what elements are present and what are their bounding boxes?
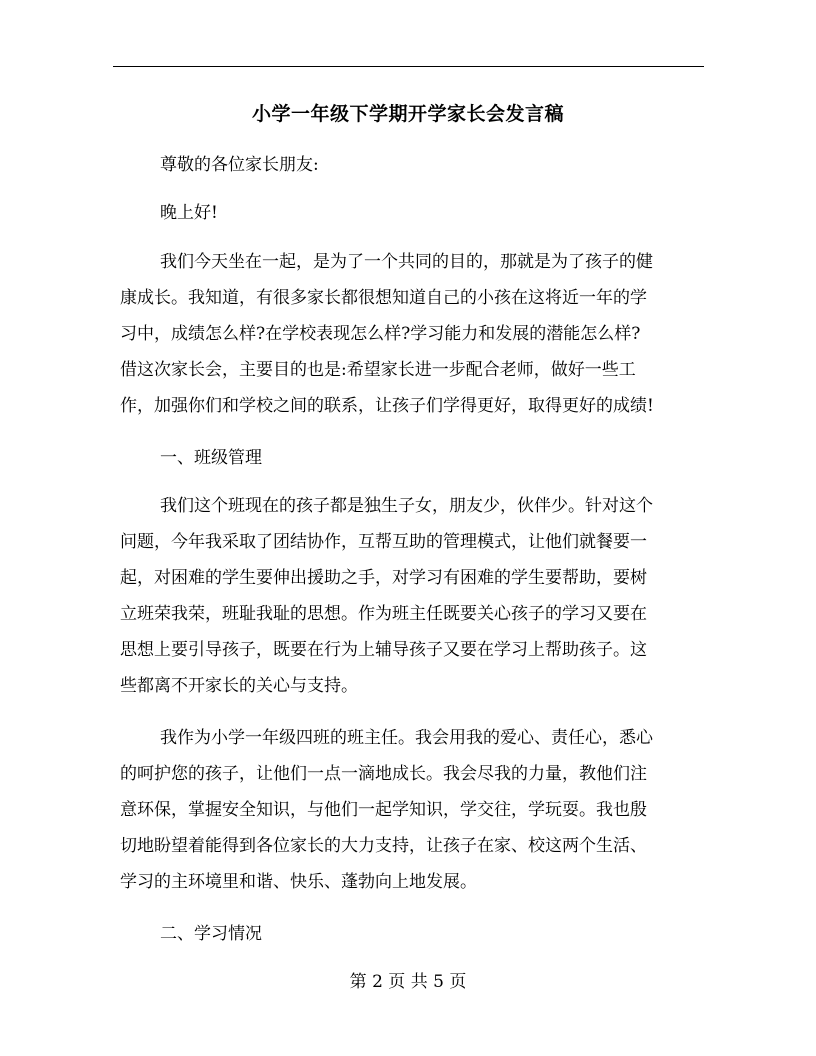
section-heading-learning: 二、学习情况 (160, 924, 262, 944)
paragraph-line: 习中，成绩怎么样?在学校表现怎么样?学习能力和发展的潜能怎么样? (120, 324, 641, 344)
header-rule (113, 66, 704, 67)
paragraph-line: 的呵护您的孩子，让他们一点一滴地成长。我会尽我的力量，教他们注 (120, 764, 647, 784)
document-title: 小学一年级下学期开学家长会发言稿 (251, 103, 564, 125)
paragraph-line: 借这次家长会，主要目的也是:希望家长进一步配合老师，做好一些工 (120, 360, 636, 380)
paragraph-line: 康成长。我知道，有很多家长都很想知道自己的小孩在这将近一年的学 (120, 288, 647, 308)
paragraph-line: 起，对困难的学生要伸出援助之手，对学习有困难的学生要帮助，要树 (120, 568, 647, 588)
paragraph-line: 思想上要引导孩子，既要在行为上辅导孩子又要在学习上帮助孩子。这 (120, 640, 647, 660)
paragraph-line: 学习的主环境里和谐、快乐、蓬勃向上地发展。 (120, 872, 477, 892)
paragraph-line: 我们这个班现在的孩子都是独生子女，朋友少，伙伴少。针对这个 (160, 496, 653, 516)
paragraph-line: 我作为小学一年级四班的班主任。我会用我的爱心、责任心，悉心 (160, 728, 653, 748)
page-number: 第 2 页 共 5 页 (349, 972, 467, 992)
paragraph-line: 问题，今年我采取了团结协作，互帮互助的管理模式，让他们就餐要一 (120, 532, 647, 552)
paragraph-line: 作，加强你们和学校之间的联系，让孩子们学得更好，取得更好的成绩! (120, 396, 654, 416)
section-heading-class-management: 一、班级管理 (160, 448, 262, 468)
greeting: 晚上好! (160, 203, 218, 223)
paragraph-line: 我们今天坐在一起，是为了一个共同的目的，那就是为了孩子的健 (160, 252, 653, 272)
paragraph-line: 切地盼望着能得到各位家长的大力支持，让孩子在家、校这两个生活、 (120, 836, 647, 856)
salutation: 尊敬的各位家长朋友: (160, 155, 319, 175)
paragraph-line: 意环保，掌握安全知识，与他们一起学知识，学交往，学玩耍。我也殷 (120, 800, 647, 820)
paragraph-line: 些都离不开家长的关心与支持。 (120, 676, 358, 696)
paragraph-line: 立班荣我荣，班耻我耻的思想。作为班主任既要关心孩子的学习又要在 (120, 604, 647, 624)
